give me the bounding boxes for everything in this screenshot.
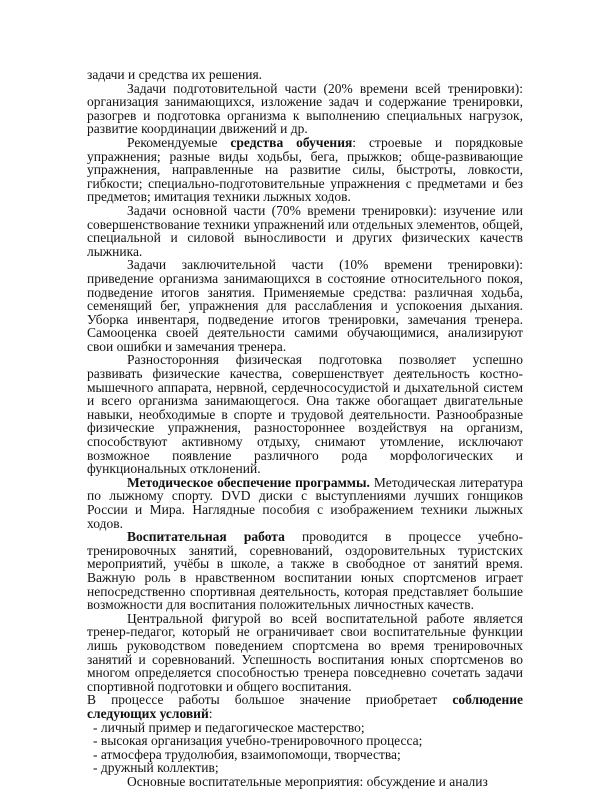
list-item: - атмосфера трудолюбия, взаимопомощи, творчества;: [93, 746, 401, 762]
text-run: Рекомендуемые: [127, 134, 231, 150]
paragraph-main-part: Задачи основной части (70% времени тренировки): изучение или совершенствование техники упражнений или отдельных элементов, общей, специальной и силовой выносливости и других физических качеств лыжника.: [87, 202, 523, 259]
paragraph-methodical-support: [87, 476, 523, 530]
bold-heading-educational-work: Воспитательная работа: [127, 529, 285, 545]
conditions-list: [87, 721, 523, 775]
paragraph-training-means: [87, 136, 523, 204]
text-run: :: [208, 705, 213, 721]
paragraph-educational-work: [87, 530, 523, 612]
paragraph-preparatory-part: Задачи подготовительной части (20% времени всей тренировки): организация занимающихся, изложение задач и содержание тренировки, разогрев и подготовка организма к выполнению специальных нагрузок, развитие координации движений и др.: [87, 80, 523, 137]
paragraph-final-part: Задачи заключительной части (10% времени тренировки): приведение организма занимающихся в состояние относительного покоя, подведение итогов занятия. Применяемые средства: различная ходьба, семенящий бег, упражнения для расслабления и успокоения дыхания. Уборка инвентаря, подведение итогов тренировки, замечания тренера. Самооценка своей деятельности самими обучающимися, анализируют свои ошибки и замечания тренера.: [87, 257, 523, 354]
bold-term-conditions: соблюдение следующих условий: [87, 692, 523, 721]
list-item: - высокая организация учебно-тренировочного процесса;: [93, 733, 423, 749]
text-run: : строевые и порядковые упражнения; разные виды ходьбы, бега, прыжков; обще-развивающие упражнения, направленные на развитие силы, быстроты, ловкости, гибкости; специально-подготовительные упражнения с предметами и без предметов; имитация техники лыжных ходов.: [87, 134, 523, 205]
paragraph-continuation: задачи и средства их решения.: [87, 67, 263, 82]
bold-heading-methodical-support: Методическое обеспечение программы.: [127, 474, 370, 490]
bold-term-training-means: средства обучения: [230, 134, 353, 150]
text-run: В процессе работы большое значение приобретает: [87, 692, 453, 708]
paragraph-educational-events: Основные воспитательные мероприятия: обсуждение и анализ: [127, 773, 488, 789]
paragraph-conditions-intro: [87, 693, 523, 720]
list-item: - личный пример и педагогическое мастерство;: [93, 719, 365, 735]
paragraph-coach-role: Центральной фигурой во всей воспитательной работе является тренер-педагог, который не ограничивает свои воспитательные функции лишь руководством поведением спортсмена во время тренировочных занятий и соревнований. Успешность воспитания юных спортсменов во многом определяется способностью тренера повседневно сочетать задачи спортивной подготовки и общего воспитания.: [87, 610, 523, 694]
text-run: Методическая литература по лыжному спорту. DVD диски с выступлениями лучших гонщиков России и Мира. Наглядные пособия с изображением техники лыжных ходов.: [87, 474, 523, 531]
paragraph-physical-training: Разносторонняя физическая подготовка позволяет успешно развивать физические качества, совершенствует деятельность костно-мышечного аппарата, нервной, сердечнососудистой и дыхательной систем и всего организма занимающегося. Она также обогащает двигательные навыки, необходимые в спорте и трудовой деятельности. Разнообразные физические упражнения, разностороннее воздействуя на организм, способствуют активному отдыху, снимают утомление, исключают возможное появление различного рода морфологических и функциональных отклонений.: [87, 352, 523, 477]
text-run: проводится в процессе учебно-тренировочных занятий, соревнований, оздоровительных туристских мероприятий, учёбы в школе, а также в свободное от занятий время. Важную роль в нравственном воспитании юных спортсменов играет непосредственно спортивная деятельность, которая представляет большие возможности для воспитания положительных личностных качеств.: [87, 529, 524, 613]
document-page: [87, 68, 523, 788]
list-item: - дружный коллектив;: [93, 760, 219, 776]
